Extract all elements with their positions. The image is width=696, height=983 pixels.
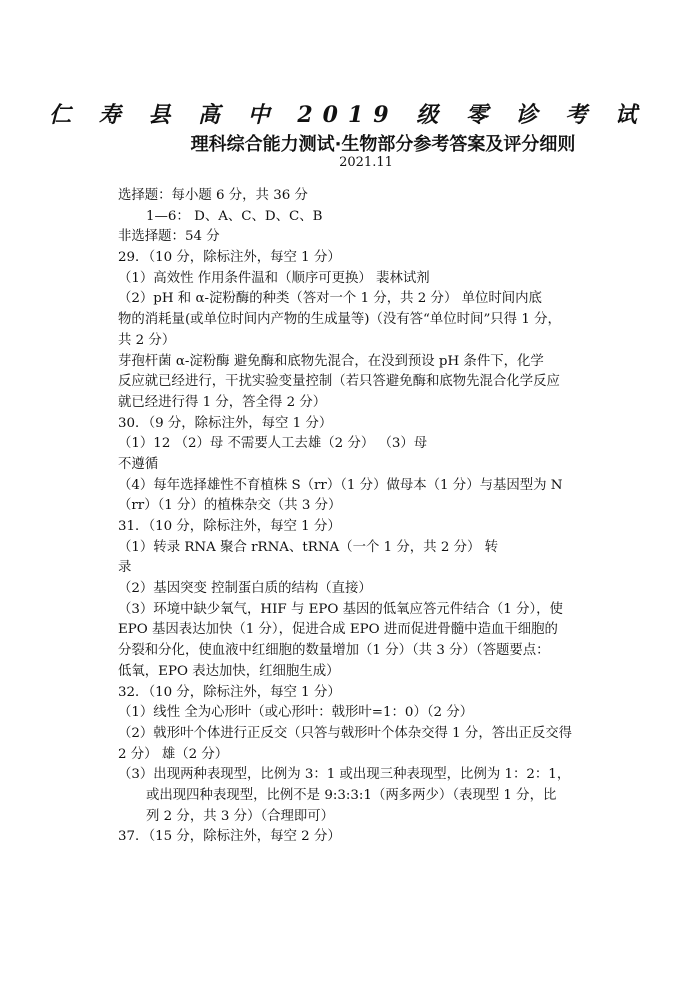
answer-line: （2）pH 和 α-淀粉酶的种类（答对一个 1 分，共 2 分） 单位时间内底 [118,291,542,307]
answer-line: （2）基因突变 控制蛋白质的结构（直接） [118,581,372,597]
answer-line: 30．（9 分，除标注外，每空 1 分） [118,415,333,431]
answer-line: 列 2 分，共 3 分）（合理即可） [146,808,335,824]
answer-line: 分裂和分化，使血液中红细胞的数量增加（1 分）（共 3 分）（答题要点： [118,643,550,659]
school-exam-title: 仁 寿 县 高 中 2019 级 零 诊 考 试 [49,102,647,128]
answer-line: 29．（10 分，除标注外，每空 1 分） [118,250,341,266]
answer-line: 就已经进行得 1 分，答全得 2 分） [118,394,327,410]
answer-line: EPO 基因表达加快（1 分），促进合成 EPO 进而促进骨髓中造血干细胞的 [118,622,558,638]
answer-line: 不遵循 [118,456,159,472]
answer-line: （4）每年选择雄性不育植株 S（rr）（1 分）做母本（1 分）与基因型为 N [118,477,563,493]
answer-line: （1）高效性 作用条件温和（顺序可更换） 裴林试剂 [118,270,430,286]
exam-subtitle: 理科综合能力测试·生物部分参考答案及评分细则 [190,134,576,155]
answer-line: （3）出现两种表现型，比例为 3：1 或出现三种表现型，比例为 1：2：1， [118,767,571,783]
answer-line: 芽孢杆菌 α-淀粉酶 避免酶和底物先混合，在没到预设 pH 条件下，化学 [118,353,544,369]
answer-line: （3）环境中缺少氧气，HIF 与 EPO 基因的低氧应答元件结合（1 分），使 [118,601,563,617]
answer-line: 非选择题：54 分 [118,229,220,245]
exam-date: 2021.11 [339,155,393,170]
answer-line: （1）12 （2）母 不需要人工去雄（2 分） （3）母 [118,436,428,452]
answer-line: 共 2 分） [118,332,176,348]
answer-line: 1—6： D、A、C、D、C、B [146,208,323,224]
answer-line: （1）线性 全为心形叶（或心形叶：戟形叶=1：0）（2 分） [118,705,474,721]
answer-line: 或出现四种表现型，比例不是 9:3:3:1（两多两少）（表现型 1 分，比 [146,787,557,803]
answer-line: 反应就已经进行，干扰实验变量控制（若只答避免酶和底物先混合化学反应 [118,374,560,390]
answer-line: 31．（10 分，除标注外，每空 1 分） [118,519,341,534]
answer-line: 低氧，EPO 表达加快，红细胞生成） [118,663,340,679]
answer-line: 选择题：每小题 6 分，共 36 分 [118,188,308,203]
answer-line: 37．（15 分，除标注外，每空 2 分） [118,829,341,845]
answer-line: （rr）（1 分）的植株杂交（共 3 分） [118,498,342,514]
answer-line: 录 [118,560,132,576]
answer-line: （1）转录 RNA 聚合 rRNA、tRNA（一个 1 分，共 2 分） 转 [118,539,499,555]
answer-content [118,186,588,848]
answer-line: 2 分） 雄（2 分） [118,746,229,762]
answer-line: 物的消耗量(或单位时间内产物的生成量等)（没有答“单位时间”只得 1 分， [118,312,561,328]
answer-line: （2）戟形叶个体进行正反交（只答与戟形叶个体杂交得 1 分，答出正反交得 [118,725,573,741]
answer-line: 32．（10 分，除标注外，每空 1 分） [118,684,341,700]
